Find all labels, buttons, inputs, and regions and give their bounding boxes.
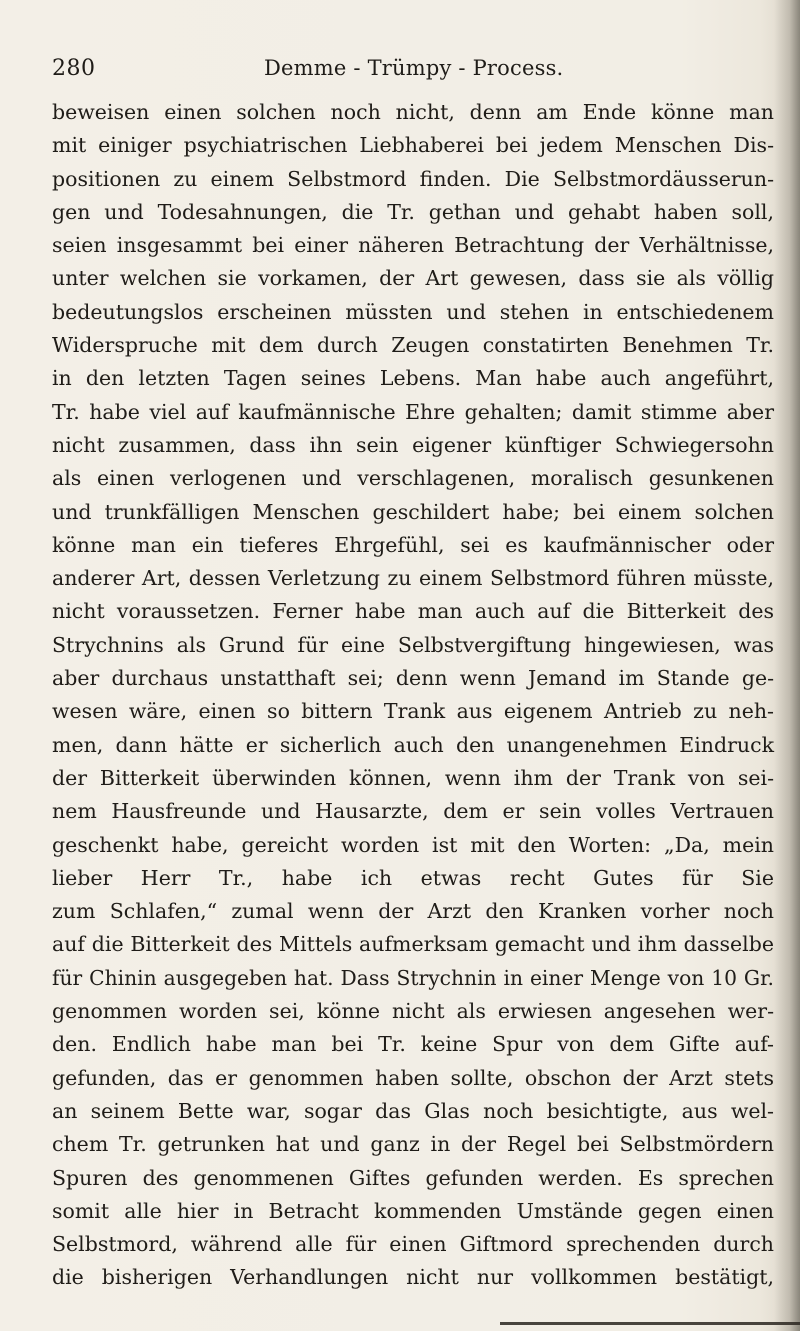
text-line: chem Tr. getrunken hat und ganz in der Regel bei Selbstmördern <box>52 1132 774 1157</box>
text-line: für Chinin ausgegeben hat. Dass Strychnin in einer Menge von 10 Gr. <box>52 965 774 990</box>
text-line: nem Hausfreunde und Hausarzte, dem er sein volles Vertrauen <box>52 799 774 824</box>
text-line: in den letzten Tagen seines Lebens. Man habe auch angeführt, <box>52 366 774 391</box>
text-line: bedeutungslos erscheinen müssten und stehen in entschiedenem <box>52 299 774 324</box>
page-number: 280 <box>52 56 96 81</box>
text-line: gefunden, das er genommen haben sollte, obschon der Arzt stets <box>52 1065 774 1090</box>
text-line: somit alle hier in Betracht kommenden Umstände gegen einen <box>52 1198 774 1223</box>
text-line: geschenkt habe, gereicht worden ist mit den Worten: „Da, mein <box>52 832 774 857</box>
text-line: Spuren des genommenen Giftes gefunden werden. Es sprechen <box>52 1165 774 1190</box>
text-line: nicht voraussetzen. Ferner habe man auch auf die Bitterkeit des <box>52 599 774 624</box>
text-line: die bisherigen Verhandlungen nicht nur vollkommen bestätigt, <box>52 1265 774 1290</box>
text-line: an seinem Bette war, sogar das Glas noch besichtigte, aus wel- <box>52 1098 774 1123</box>
text-line: könne man ein tieferes Ehrgefühl, sei es kaufmännischer oder <box>52 532 774 557</box>
text-line: seien insgesammt bei einer näheren Betrachtung der Verhältnisse, <box>52 233 774 258</box>
text-line: anderer Art, dessen Verletzung zu einem Selbstmord führen müsste, <box>52 566 774 591</box>
text-line: genommen worden sei, könne nicht als erwiesen angesehen wer- <box>52 999 774 1024</box>
text-line: lieber Herr Tr., habe ich etwas recht Gutes für Sie <box>52 865 774 890</box>
text-line: aber durchaus unstatthaft sei; denn wenn Jemand im Stande ge- <box>52 666 774 691</box>
text-line: auf die Bitterkeit des Mittels aufmerksam gemacht und ihm dasselbe <box>52 932 774 957</box>
bottom-rule <box>500 1322 800 1325</box>
text-line: zum Schlafen,“ zumal wenn der Arzt den Kranken vorher noch <box>52 899 774 924</box>
text-line: gen und Todesahnungen, die Tr. gethan und gehabt haben soll, <box>52 199 774 224</box>
page-header <box>52 56 752 86</box>
text-line: nicht zusammen, dass ihn sein eigener künftiger Schwiegersohn <box>52 432 774 457</box>
body-text <box>52 96 774 1295</box>
text-line: Strychnins als Grund für eine Selbstvergiftung hingewiesen, was <box>52 632 774 657</box>
text-line: wesen wäre, einen so bittern Trank aus eigenem Antrieb zu neh- <box>52 699 774 724</box>
page-edge-shadow <box>774 0 800 1331</box>
text-line: und trunkfälligen Menschen geschildert habe; bei einem solchen <box>52 499 774 524</box>
text-line: beweisen einen solchen noch nicht, denn am Ende könne man <box>52 100 774 124</box>
text-line: Tr. habe viel auf kaufmännische Ehre gehalten; damit stimme aber <box>52 399 774 424</box>
text-line: unter welchen sie vorkamen, der Art gewesen, dass sie als völlig <box>52 266 774 291</box>
text-line: men, dann hätte er sicherlich auch den unangenehmen Eindruck <box>52 732 774 757</box>
text-line: als einen verlogenen und verschlagenen, moralisch gesunkenen <box>52 466 774 491</box>
text-line: den. Endlich habe man bei Tr. keine Spur von dem Gifte auf- <box>52 1032 774 1057</box>
running-head: Demme - Trümpy - Process. <box>264 56 564 80</box>
text-line: Widerspruche mit dem durch Zeugen constatirten Benehmen Tr. <box>52 333 774 358</box>
text-line: mit einiger psychiatrischen Liebhaberei bei jedem Menschen Dis- <box>52 133 774 158</box>
text-line: positionen zu einem Selbstmord finden. Die Selbstmordäusserun- <box>52 166 774 191</box>
text-line: Selbstmord, während alle für einen Giftmord sprechenden durch <box>52 1232 774 1257</box>
text-line: der Bitterkeit überwinden können, wenn ihm der Trank von sei- <box>52 765 774 790</box>
